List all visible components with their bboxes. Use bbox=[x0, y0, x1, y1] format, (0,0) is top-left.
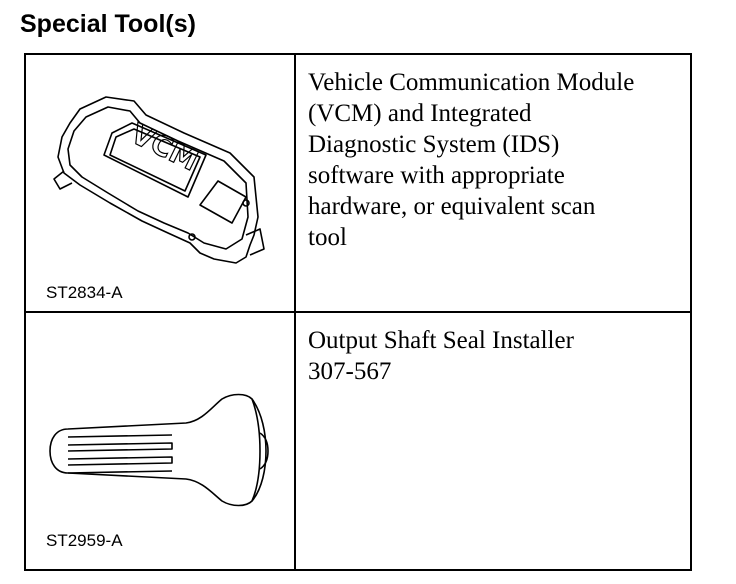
tool-code: ST2959-A bbox=[46, 531, 123, 550]
page-title: Special Tool(s) bbox=[20, 10, 196, 38]
tool-description: Vehicle Communication Module (VCM) and Integrated Diagnostic System (IDS) software with appropriate hardware, or equivalent scan tool bbox=[308, 69, 635, 251]
tool-illustration-cell bbox=[25, 54, 295, 312]
vcm-module-illustration bbox=[50, 93, 270, 283]
vcm-logo: VCM bbox=[125, 117, 204, 178]
tool-description-cell bbox=[295, 54, 691, 312]
seal-installer-illustration bbox=[46, 393, 286, 513]
tool-description-cell bbox=[295, 312, 691, 570]
special-tools-table bbox=[24, 53, 692, 571]
table-row bbox=[25, 54, 691, 312]
tool-code: ST2834-A bbox=[46, 283, 123, 302]
tool-description: Output Shaft Seal Installer 307-567 bbox=[308, 327, 574, 385]
tool-illustration-cell bbox=[25, 312, 295, 570]
table-row bbox=[25, 312, 691, 570]
